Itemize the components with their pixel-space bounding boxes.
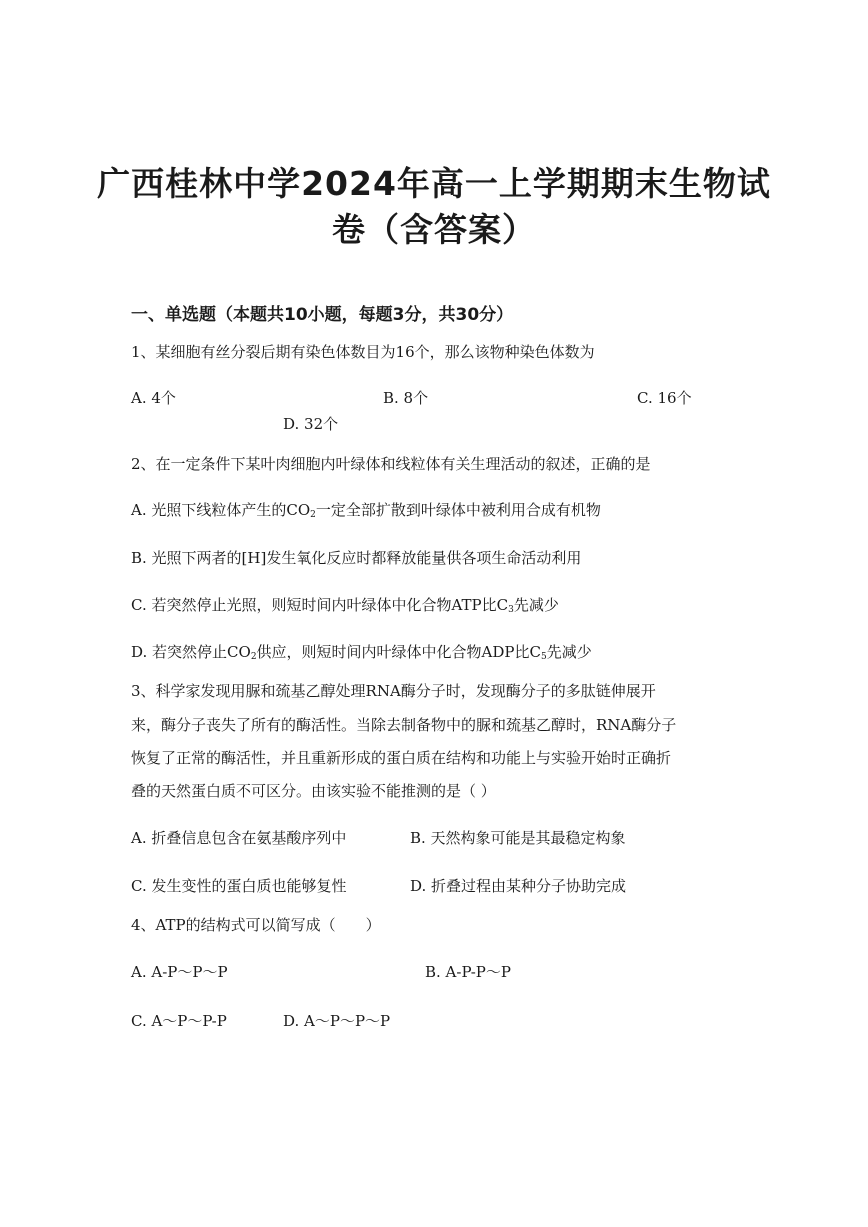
question-2-stem: 2、在一定条件下某叶肉细胞内叶绿体和线粒体有关生理活动的叙述，正确的是 [131, 455, 651, 473]
question-1-option-d: D. 32个 [283, 415, 339, 433]
question-4-stem: 4、ATP的结构式可以简写成（ ） [131, 916, 381, 934]
question-2-option-b: B. 光照下两者的[H]发生氧化反应时都释放能量供各项生命活动利用 [131, 549, 582, 567]
question-3-option-c: C. 发生变性的蛋白质也能够复性 [131, 877, 347, 895]
question-1-option-b: B. 8个 [383, 389, 429, 407]
question-3-stem-line-4: 叠的天然蛋白质不可区分。由该实验不能推测的是（ ） [131, 782, 496, 800]
question-4-option-d: D. A～P～P～P [283, 1012, 391, 1030]
question-2-option-c: C. 若突然停止光照，则短时间内叶绿体中化合物ATP比$C_3$先减少 [131, 596, 559, 615]
question-4-option-b: B. A-P-P～P [425, 963, 511, 981]
question-1-option-c: C. 16个 [637, 389, 692, 407]
section-heading: 一、单选题（本题共10小题，每题3分，共30分） [131, 305, 514, 325]
document-title-line-2: 卷（含答案） [332, 210, 536, 249]
question-2-option-d: D. 若突然停止$CO_2$供应，则短时间内叶绿体中化合物ADP比$C_5$先减少 [131, 643, 592, 662]
question-2-option-a: A. 光照下线粒体产生的$CO_2$一定全部扩散到叶绿体中被利用合成有机物 [131, 501, 601, 520]
question-3-option-b: B. 天然构象可能是其最稳定构象 [410, 829, 626, 847]
question-3-stem-line-3: 恢复了正常的酶活性，并且重新形成的蛋白质在结构和功能上与实验开始时正确折 [131, 749, 672, 767]
question-3-option-d: D. 折叠过程由某种分子协助完成 [410, 877, 627, 895]
question-1-option-a: A. 4个 [131, 389, 176, 407]
question-3-stem-line-2: 来，酶分子丧失了所有的酶活性。当除去制备物中的脲和巯基乙醇时，RNA酶分子 [131, 716, 677, 734]
question-3-stem-line-1: 3、科学家发现用脲和巯基乙醇处理RNA酶分子时，发现酶分子的多肽链伸展开 [131, 682, 656, 700]
question-1-stem: 1、某细胞有丝分裂后期有染色体数目为16个，那么该物种染色体数为 [131, 343, 595, 361]
question-4-option-c: C. A～P～P-P [131, 1012, 227, 1030]
question-4-option-a: A. A-P～P～P [131, 963, 228, 981]
question-3-option-a: A. 折叠信息包含在氨基酸序列中 [131, 829, 347, 847]
document-title-line-1: 广西桂林中学2024年高一上学期期末生物试 [97, 164, 771, 203]
